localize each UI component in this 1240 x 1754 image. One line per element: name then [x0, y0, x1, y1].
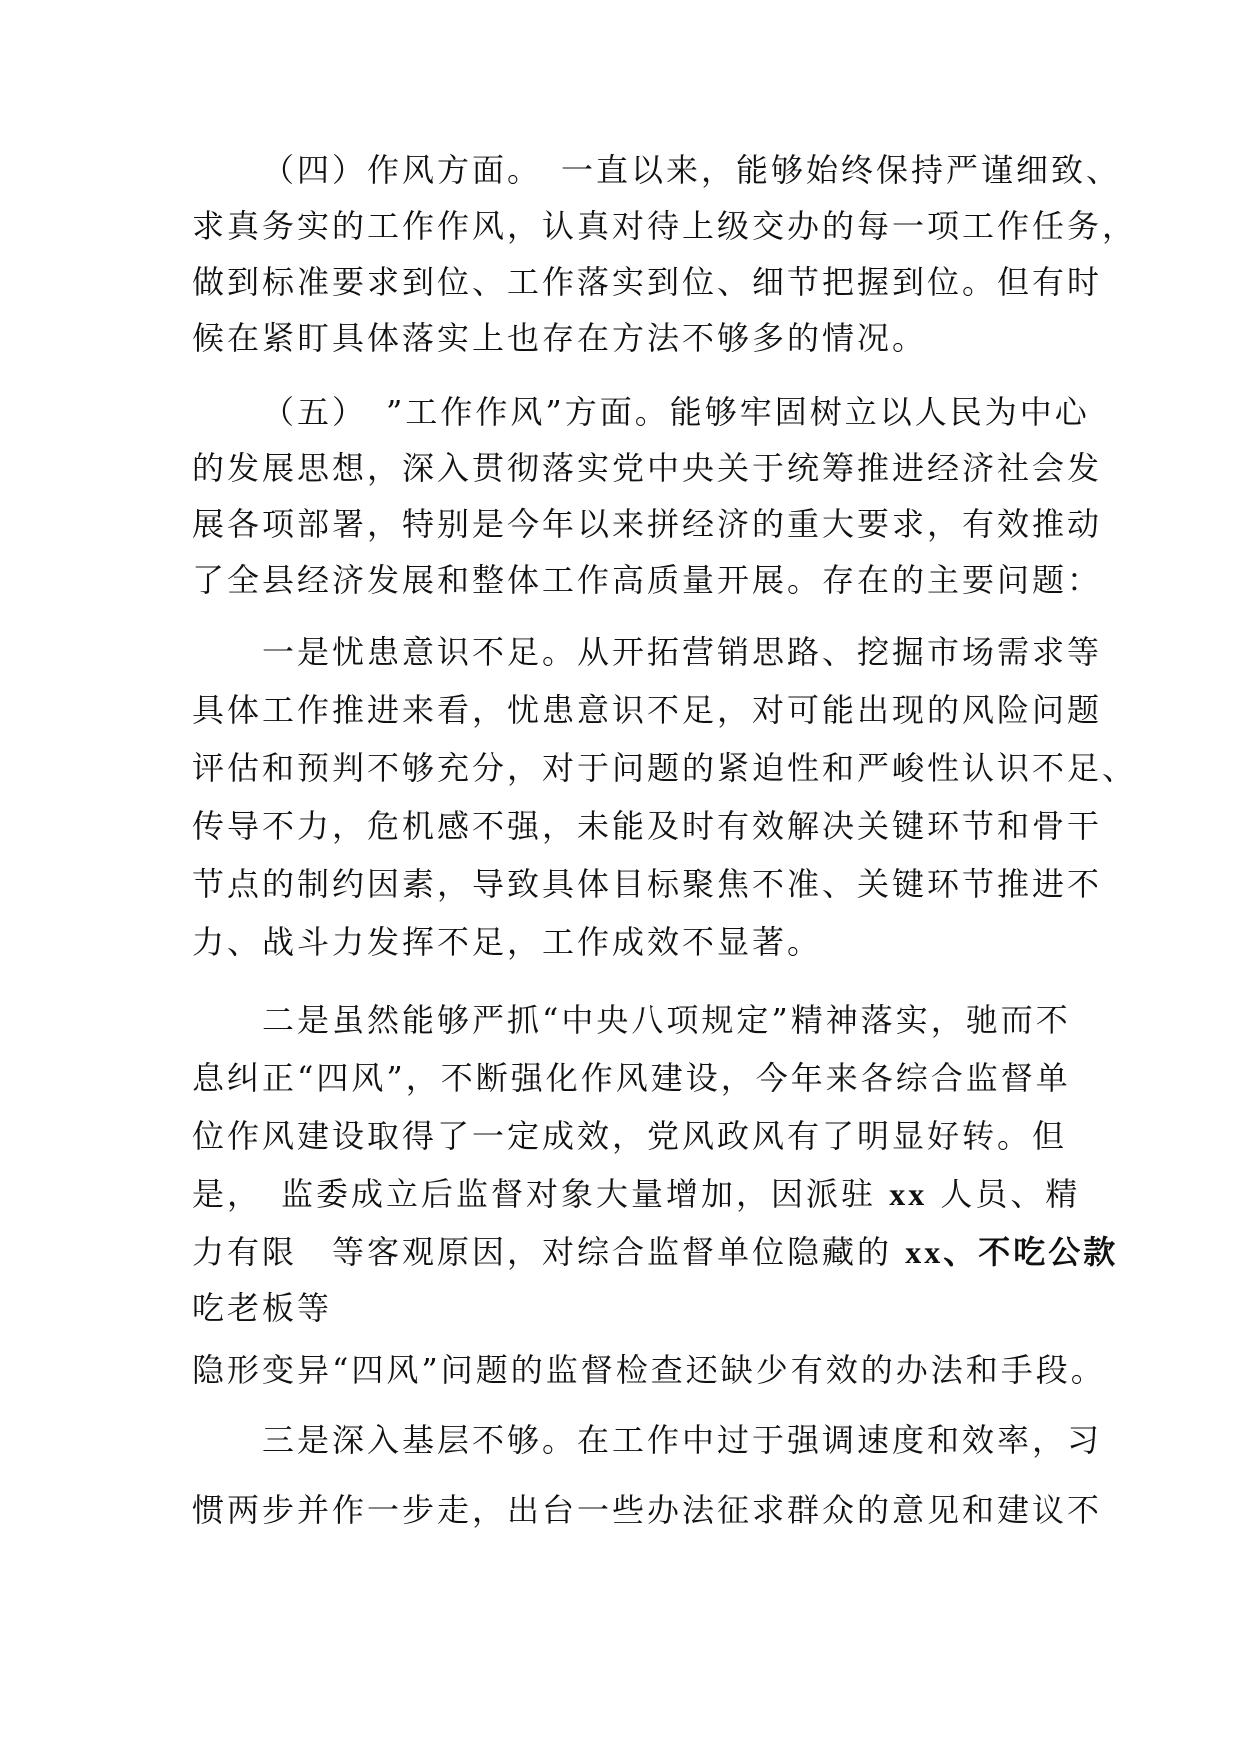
paragraph-5-line-4: 了全县经济发展和整体工作高质量开展。存在的主要问题：: [192, 561, 1103, 599]
paragraph-7-line-5: [192, 1232, 1119, 1272]
placeholder-xx-1: xx: [889, 1176, 928, 1212]
paragraph-8-line-1: 三是深入基层不够。在工作中过于强调速度和效率，习: [262, 1421, 1103, 1459]
paragraph-7-line-1: 二是虽然能够严抓“中央八项规定”精神落实，驰而不: [262, 1001, 1071, 1039]
placeholder-xx-2: xx: [905, 1234, 944, 1270]
paragraph-6-line-1: 一是忧患意识不足。从开拓营销思路、挖掘市场需求等: [262, 633, 1103, 671]
paragraph-6-line-2: 具体工作推进来看，忧患意识不足，对可能出现的风险问题: [192, 691, 1103, 729]
paragraph-5-line-3: 展各项部署，特别是今年以来拼经济的重大要求，有效推动: [192, 505, 1103, 543]
paragraph-4-line-1: （四）作风方面。 一直以来，能够始终保持严谨细致、: [262, 151, 1122, 189]
paragraph-6-line-6: 力、战斗力发挥不足，工作成效不显著。: [192, 923, 823, 961]
paragraph-4-line-2: 求真务实的工作作风，认真对待上级交办的每一项工作任务，: [192, 207, 1138, 245]
paragraph-7-line-2: 息纠正“四风”，不断强化作风建设，今年来各综合监督单: [192, 1059, 1071, 1097]
paragraph-7-line-5-text-a: 力有限 等客观原因，对综合监督单位隐藏的: [192, 1233, 893, 1271]
paragraph-4-line-3: 做到标准要求到位、工作落实到位、细节把握到位。但有时: [192, 263, 1103, 301]
paragraph-7-line-3: 位作风建设取得了一定成效，党风政风有了明显好转。但: [192, 1117, 1068, 1155]
paragraph-6-line-4: 传导不力，危机感不强，未能及时有效解决关键环节和骨干: [192, 807, 1103, 845]
paragraph-7-line-6: 吃老板等: [192, 1289, 333, 1327]
paragraph-4-line-4: 候在紧盯具体落实上也存在方法不够多的情况。: [192, 319, 928, 357]
paragraph-7-line-7: 隐形变异“四风”问题的监督检查还缺少有效的办法和手段。: [192, 1351, 1106, 1389]
paragraph-7-line-4-text-a: 是， 监委成立后监督对象大量增加，因派驻: [192, 1175, 877, 1213]
paragraph-6-line-5: 节点的制约因素，导致具体目标聚焦不准、关键环节推进不: [192, 865, 1103, 903]
paragraph-5-line-2: 的发展思想，深入贯彻落实党中央关于统筹推进经济社会发: [192, 449, 1103, 487]
paragraph-6-line-3: 评估和预判不够充分，对于问题的紧迫性和严峻性认识不足、: [192, 749, 1138, 787]
paragraph-7-line-5-text-c: 、不吃公款: [943, 1234, 1119, 1270]
paragraph-7-line-4: [192, 1174, 1081, 1214]
paragraph-8-line-2: 惯两步并作一步走，出台一些办法征求群众的意见和建议不: [192, 1491, 1103, 1529]
paragraph-5-line-1: （五） ”工作作风”方面。能够牢固树立以人民为中心: [262, 393, 1090, 431]
paragraph-7-line-4-text-c: 人员、精: [940, 1175, 1081, 1213]
